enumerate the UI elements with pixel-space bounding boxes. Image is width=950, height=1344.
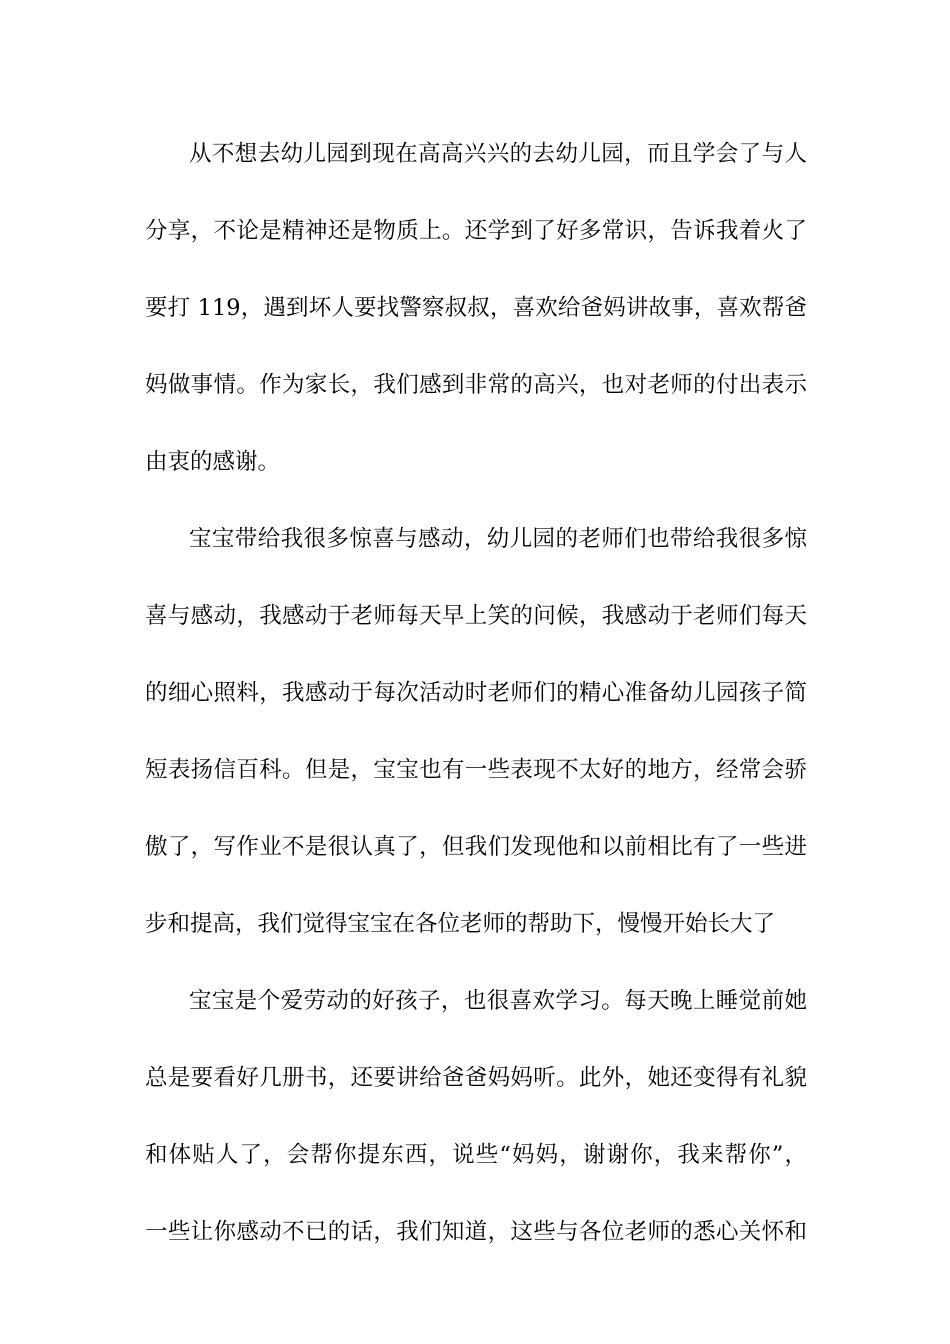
paragraph-1	[145, 128, 807, 489]
text-line: 总是要看好几册书，还要讲给爸爸妈妈听。此外，她还变得有礼貌	[145, 1065, 807, 1091]
text-line: 要打 119，遇到坏人要找警察叔叔，喜欢给爸妈讲故事，喜欢帮爸	[145, 295, 807, 321]
text-line: 的细心照料，我感动于每次活动时老师们的精心准备幼儿园孩子简	[145, 680, 807, 706]
text-line: 宝宝是个爱劳动的好孩子，也很喜欢学习。每天晚上睡觉前她	[189, 988, 807, 1014]
paragraph-2	[145, 513, 807, 951]
document-body	[145, 128, 807, 1259]
text-line: 由衷的感谢。	[145, 449, 281, 475]
text-line: 喜与感动，我感动于老师每天早上笑的问候，我感动于老师们每天	[145, 603, 807, 629]
text-line: 一些让你感动不已的话，我们知道，这些与各位老师的悉心关怀和	[145, 1219, 807, 1245]
text-line: 短表扬信百科。但是，宝宝也有一些表现不太好的地方，经常会骄	[145, 757, 807, 783]
text-line: 和体贴人了，会帮你提东西，说些“妈妈，谢谢你，我来帮你”，	[145, 1142, 807, 1168]
text-line: 宝宝带给我很多惊喜与感动，幼儿园的老师们也带给我很多惊	[189, 526, 807, 552]
text-line: 分享，不论是精神还是物质上。还学到了好多常识，告诉我着火了	[145, 218, 807, 244]
text-line: 从不想去幼儿园到现在高高兴兴的去幼儿园，而且学会了与人	[189, 141, 807, 167]
text-line: 傲了，写作业不是很认真了，但我们发现他和以前相比有了一些进	[145, 834, 807, 860]
text-line: 妈做事情。作为家长，我们感到非常的高兴，也对老师的付出表示	[145, 372, 807, 398]
paragraph-3	[145, 975, 807, 1259]
text-line: 步和提高，我们觉得宝宝在各位老师的帮助下，慢慢开始长大了	[145, 911, 776, 937]
